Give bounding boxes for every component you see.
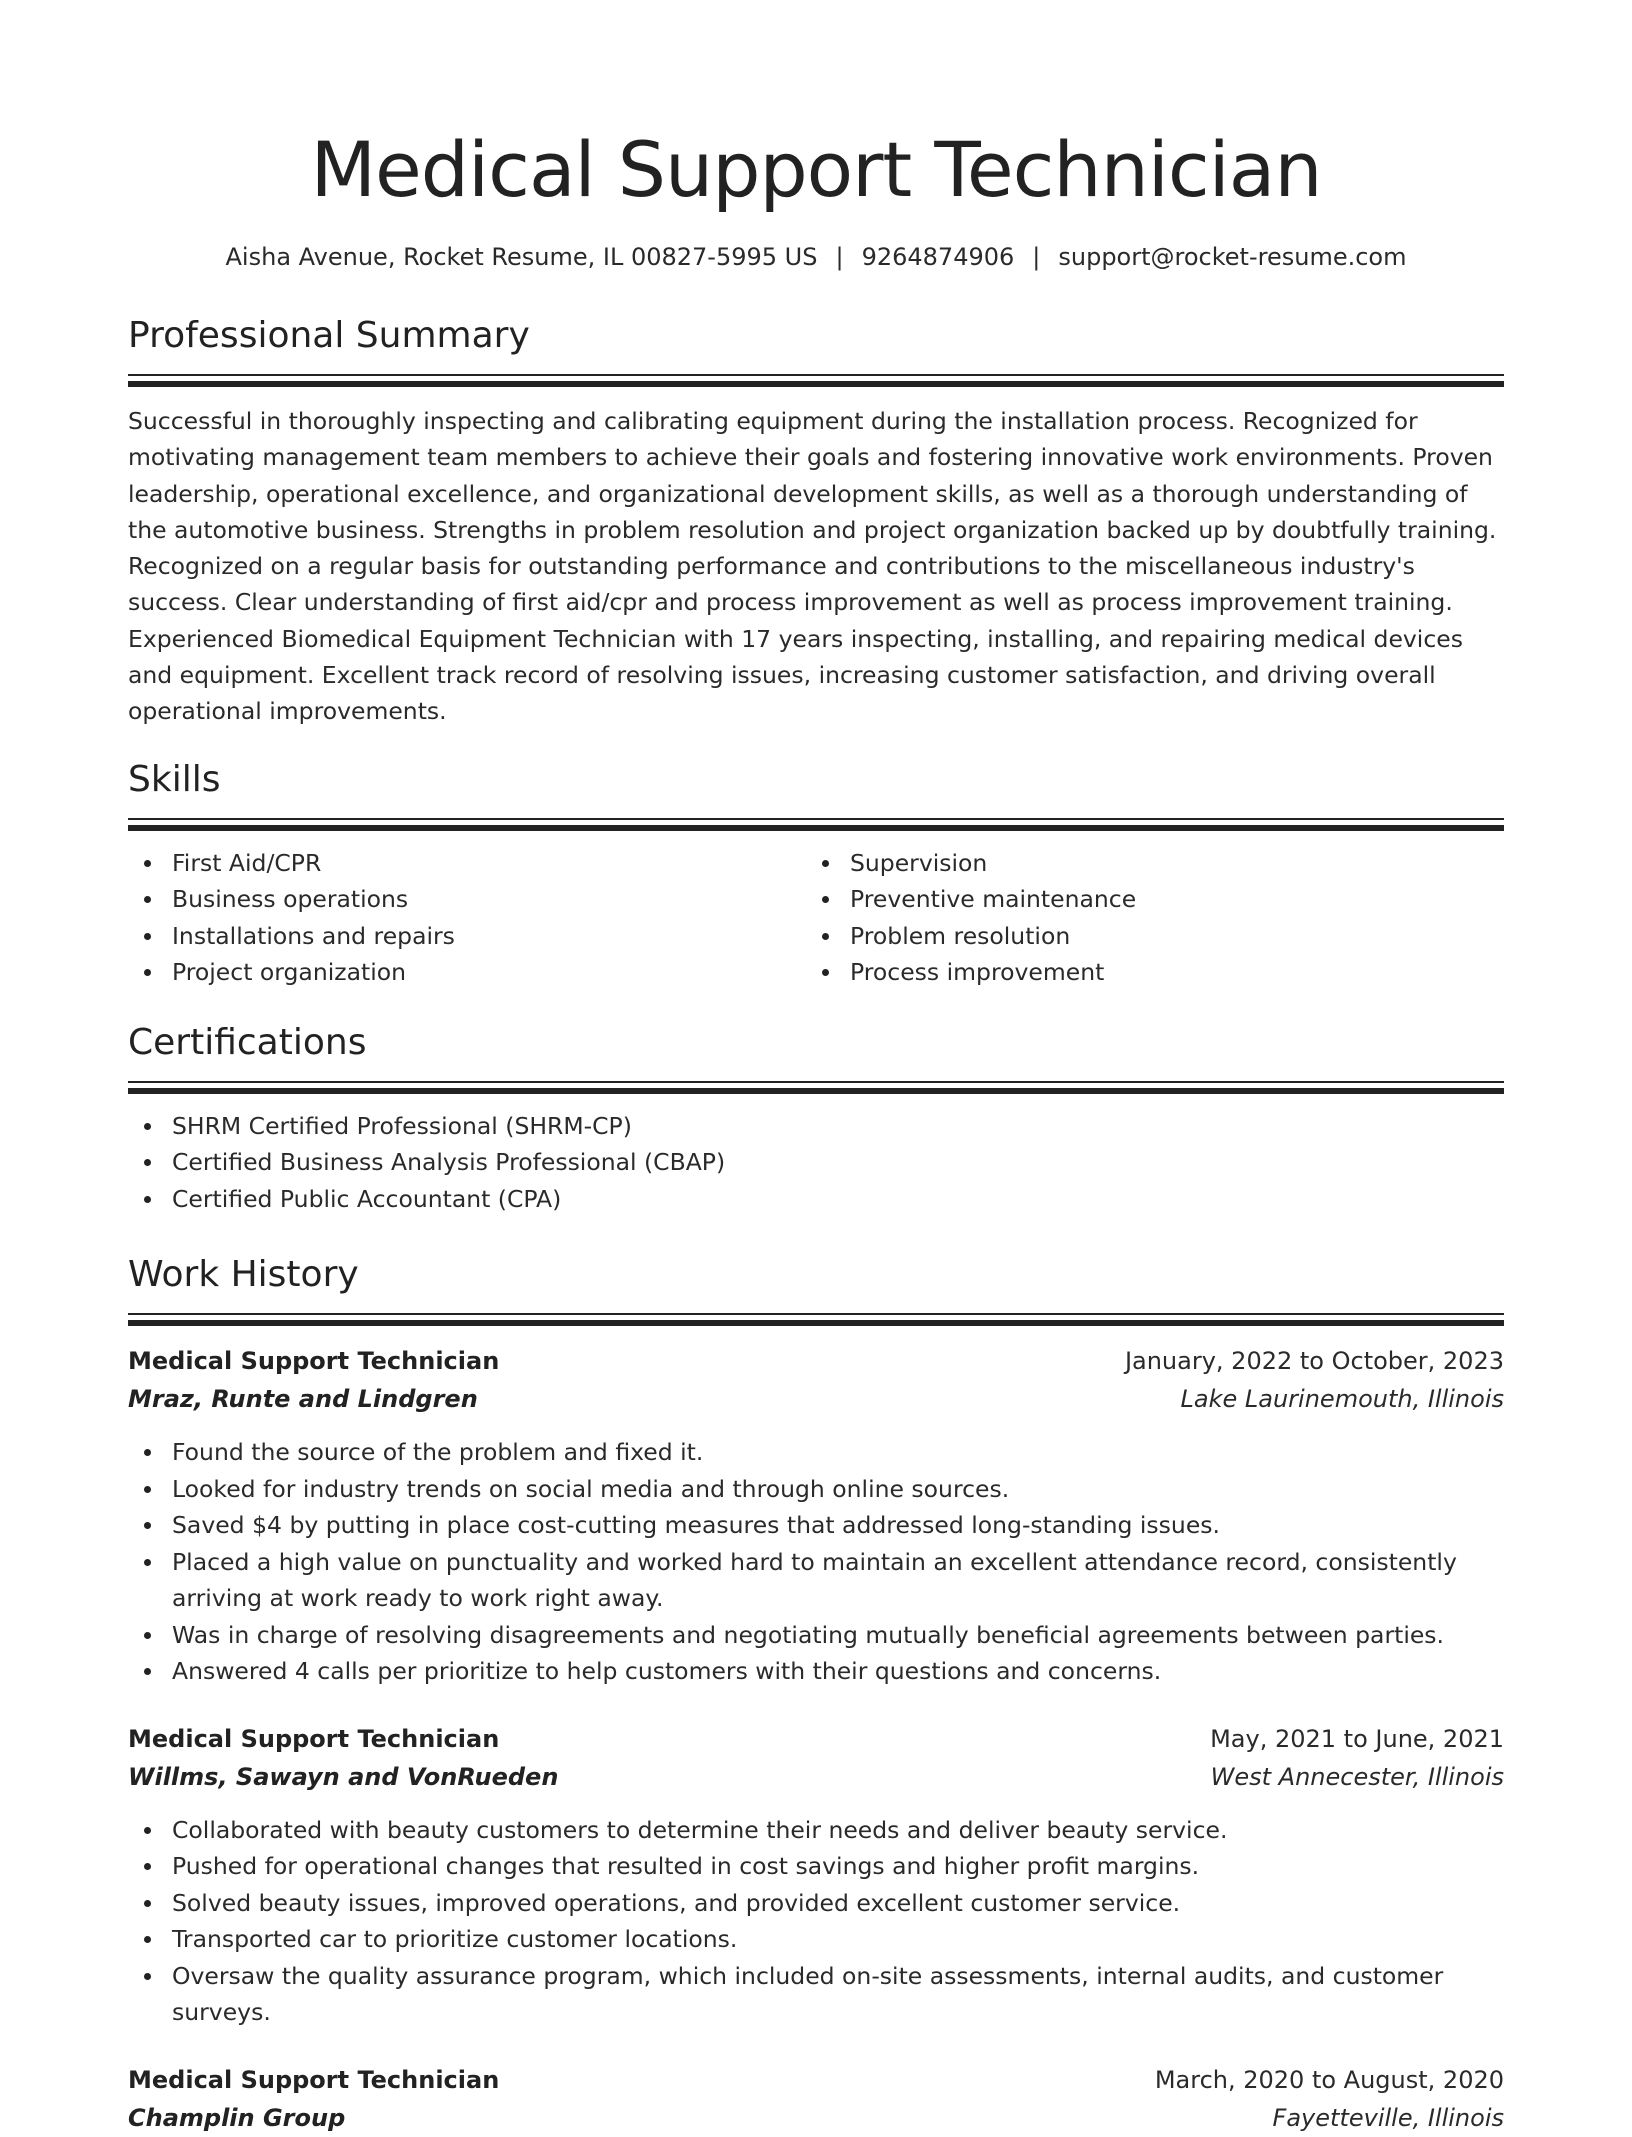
job-company-row <box>128 1380 1504 1418</box>
contact-address: Aisha Avenue, Rocket Resume, IL 00827-5995 US <box>225 243 818 271</box>
section-rule <box>128 374 1504 376</box>
skill-item: Business operations <box>128 881 806 918</box>
skills-grid <box>128 845 1504 991</box>
skill-item: Problem resolution <box>806 918 1484 955</box>
job-entry <box>128 2061 1504 2137</box>
job-location: West Annecester, Illinois <box>1210 1762 1504 1791</box>
section-rule <box>128 825 1504 831</box>
job-company-row <box>128 2099 1504 2137</box>
resume-name: Medical Support Technician <box>310 125 1322 214</box>
certification-item: SHRM Certified Professional (SHRM-CP) <box>128 1108 1504 1145</box>
job-bullet: Saved $4 by putting in place cost-cutting measures that addressed long-standing issues. <box>128 1507 1504 1544</box>
skills-list-right <box>806 845 1484 991</box>
section-rule <box>128 1320 1504 1326</box>
job-bullet: Solved beauty issues, improved operations, and provided excellent customer service. <box>128 1885 1504 1922</box>
job-bullets <box>128 1812 1504 2031</box>
job-header-row <box>128 2061 1504 2099</box>
job-dates: May, 2021 to June, 2021 <box>1210 1724 1504 1753</box>
section-title: Professional Summary <box>128 315 530 356</box>
section-title: Work History <box>128 1254 359 1296</box>
resume-page <box>128 0 1504 2137</box>
skill-item: Supervision <box>806 845 1484 882</box>
summary-text: Successful in thoroughly inspecting and calibrating equipment during the installation process. Recognized for motivating management team members to achieve their goals and fostering innovative work environments. Proven leadership, operational excellence, and organizational development skills, as well as a thorough understanding of the automotive business. Strengths in problem resolution and project organization backed up by doubtfully training. Recognized on a regular basis for outstanding performance and contributions to the miscellaneous industry's success. Clear understanding of first aid/cpr and process improvement as well as process improvement training. Experienced Biomedical Equipment Technician with 17 years inspecting, installing, and repairing medical devices and equipment. Excellent track record of resolving issues, increasing customer satisfaction, and driving overall operational improvements. <box>128 407 1497 726</box>
job-dates: March, 2020 to August, 2020 <box>1154 2065 1504 2094</box>
job-bullet: Found the source of the problem and fixed it. <box>128 1434 1504 1471</box>
skills-list-left <box>128 845 806 991</box>
job-title: Medical Support Technician <box>128 1724 500 1753</box>
summary-section <box>128 312 1504 730</box>
job-company: Willms, Sawayn and VonRueden <box>128 1762 559 1791</box>
job-company: Champlin Group <box>128 2103 346 2132</box>
skill-item: Installations and repairs <box>128 918 806 955</box>
job-company-row <box>128 1758 1504 1796</box>
section-title: Certifications <box>128 1021 367 1063</box>
job-location: Fayetteville, Illinois <box>1272 2103 1504 2132</box>
certification-item: Certified Public Accountant (CPA) <box>128 1181 1504 1218</box>
job-bullet: Oversaw the quality assurance program, which included on-site assessments, internal audits, and customer surveys. <box>128 1958 1504 2031</box>
contact-separator: | <box>1032 243 1041 271</box>
skill-item: First Aid/CPR <box>128 845 806 882</box>
job-bullet: Answered 4 calls per prioritize to help customers with their questions and concerns. <box>128 1653 1504 1690</box>
section-rule <box>128 1081 1504 1083</box>
skills-section <box>128 756 1504 991</box>
section-rule <box>128 1313 1504 1315</box>
job-location: Lake Laurinemouth, Illinois <box>1180 1385 1504 1414</box>
job-bullet: Was in charge of resolving disagreements and negotiating mutually beneficial agreements between parties. <box>128 1617 1504 1654</box>
job-bullets <box>128 1434 1504 1690</box>
section-rule <box>128 1088 1504 1094</box>
job-header-row <box>128 1342 1504 1380</box>
contact-phone: 9264874906 <box>861 243 1015 271</box>
skill-item: Preventive maintenance <box>806 881 1484 918</box>
skill-item: Process improvement <box>806 954 1484 991</box>
contact-line <box>128 240 1504 274</box>
job-company: Mraz, Runte and Lindgren <box>128 1385 478 1414</box>
job-bullet: Collaborated with beauty customers to determine their needs and deliver beauty service. <box>128 1812 1504 1849</box>
certifications-list <box>128 1108 1504 1218</box>
certification-item: Certified Business Analysis Professional (CBAP) <box>128 1144 1504 1181</box>
section-rule <box>128 381 1504 387</box>
job-entry <box>128 1720 1504 2031</box>
job-bullet: Placed a high value on punctuality and worked hard to maintain an excellent attendance record, consistently arriving at work ready to work right away. <box>128 1544 1504 1617</box>
job-bullet: Looked for industry trends on social media and through online sources. <box>128 1471 1504 1508</box>
contact-email: support@rocket-resume.com <box>1058 243 1407 271</box>
job-bullet: Pushed for operational changes that resulted in cost savings and higher profit margins. <box>128 1848 1504 1885</box>
job-bullet: Transported car to prioritize customer locations. <box>128 1921 1504 1958</box>
skill-item: Project organization <box>128 954 806 991</box>
section-rule <box>128 818 1504 820</box>
certifications-section <box>128 1019 1504 1218</box>
job-entry <box>128 1342 1504 1690</box>
job-header-row <box>128 1720 1504 1758</box>
job-title: Medical Support Technician <box>128 1347 500 1376</box>
job-title: Medical Support Technician <box>128 2065 500 2094</box>
job-dates: January, 2022 to October, 2023 <box>1124 1347 1504 1376</box>
section-title: Skills <box>128 758 221 800</box>
work-history-section <box>128 1251 1504 2137</box>
contact-separator: | <box>835 243 844 271</box>
